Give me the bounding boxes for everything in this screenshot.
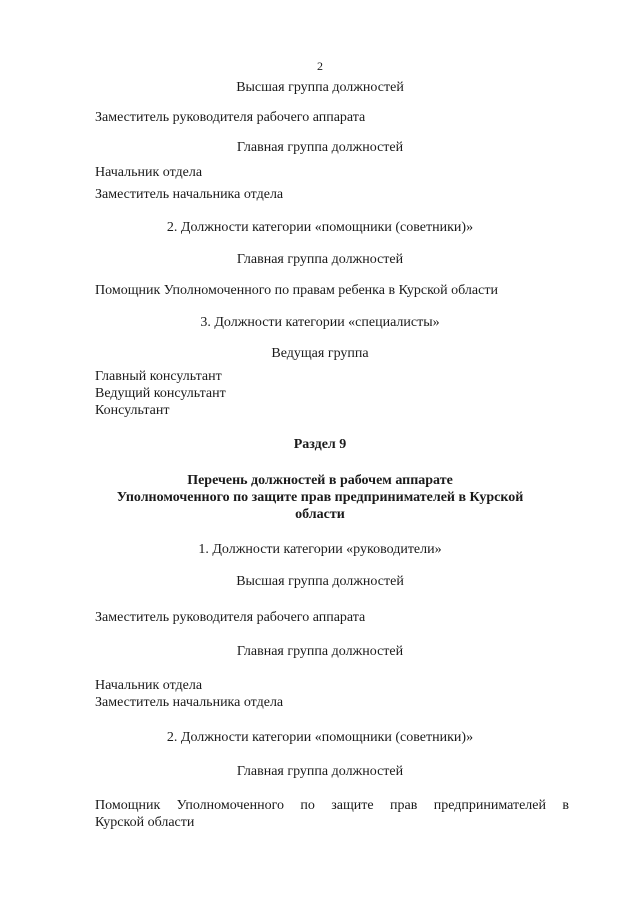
s9-main-group-item: Заместитель начальника отдела — [95, 695, 284, 710]
section-9-title: Раздел 9 — [293, 437, 347, 452]
s8-main-group-heading: Главная группа должностей — [236, 140, 404, 155]
s8-top-group-heading: Высшая группа должностей — [236, 80, 404, 95]
section-9-heading-line: Уполномоченного по защите прав предпринимателей в Курской — [116, 490, 524, 505]
s8-main-group-item: Заместитель начальника отдела — [95, 187, 284, 202]
s9-cat2-heading: 2. Должности категории «помощники (советники)» — [166, 730, 474, 745]
s8-cat2-heading: 2. Должности категории «помощники (советники)» — [166, 220, 474, 235]
page-number: 2 — [317, 59, 323, 73]
s8-cat3-heading: 3. Должности категории «специалисты» — [200, 315, 440, 330]
s8-cat3-item: Ведущий консультант — [95, 386, 226, 401]
s9-main-group-heading: Главная группа должностей — [236, 644, 404, 659]
s8-cat3-item: Главный консультант — [95, 369, 222, 384]
s8-main-group-item: Начальник отдела — [95, 165, 203, 180]
s8-cat2-item: Помощник Уполномоченного по правам ребенка в Курской области — [95, 283, 498, 298]
s9-cat2-group-heading: Главная группа должностей — [236, 764, 404, 779]
s9-cat2-item-line: Помощник Уполномоченного по защите прав предпринимателей в — [95, 798, 569, 813]
s8-cat3-group-heading: Ведущая группа — [271, 346, 369, 361]
s8-top-group-item: Заместитель руководителя рабочего аппарата — [95, 110, 366, 125]
section-9-heading-line: области — [295, 507, 345, 522]
s9-top-group-heading: Высшая группа должностей — [236, 574, 404, 589]
s9-main-group-item: Начальник отдела — [95, 678, 203, 693]
s9-cat2-item-line: Курской области — [95, 815, 195, 830]
s8-cat2-group-heading: Главная группа должностей — [236, 252, 404, 267]
s8-cat3-item: Консультант — [95, 403, 170, 418]
section-9-heading-line: Перечень должностей в рабочем аппарате — [187, 473, 453, 488]
s9-top-group-item: Заместитель руководителя рабочего аппарата — [95, 610, 366, 625]
s9-cat1-heading: 1. Должности категории «руководители» — [198, 542, 442, 557]
